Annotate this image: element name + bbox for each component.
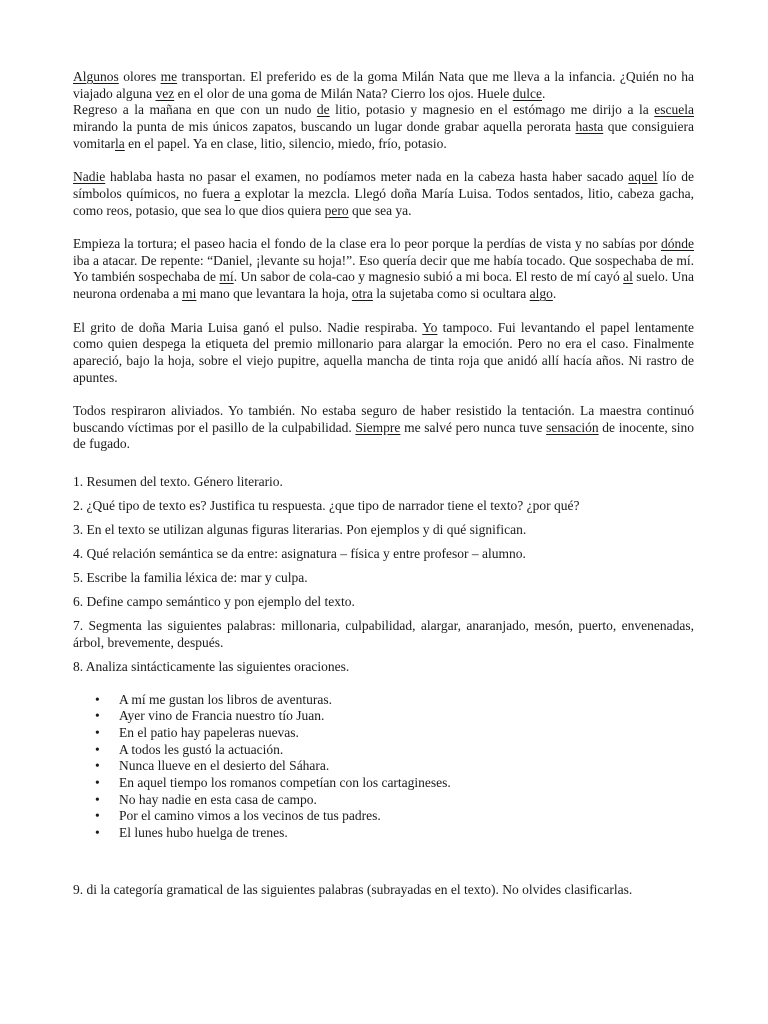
question-item: 5. Escribe la familia léxica de: mar y culpa.	[73, 570, 308, 586]
bullet-icon: •	[95, 808, 100, 824]
underlined-word: Yo	[422, 319, 438, 335]
question-item: 2. ¿Qué tipo de texto es? Justifica tu respuesta. ¿que tipo de narrador tiene el texto? ¿por qué?	[73, 498, 580, 514]
underlined-word: Nadie	[73, 169, 106, 185]
text-run: la sujetaba como si ocultara	[372, 286, 530, 302]
sentence-text: Por el camino vimos a los vecinos de tus padres.	[119, 808, 381, 824]
underlined-word: mí	[219, 269, 234, 285]
text-run: lío de símbolos químicos, no fuera	[73, 169, 694, 201]
text-run: en el papel. Ya en clase, litio, silencio, miedo, frío, potasio.	[124, 135, 447, 151]
underlined-word: hasta	[575, 119, 604, 135]
question-item: 6. Define campo semántico y pon ejemplo del texto.	[73, 594, 355, 610]
sentence-text: En el patio hay papeleras nuevas.	[119, 724, 299, 740]
story-paragraph	[73, 102, 694, 152]
bullet-icon: •	[95, 724, 100, 740]
underlined-word: dulce	[512, 85, 542, 101]
text-run: Regreso a la mañana en que con un nudo	[73, 102, 317, 118]
text-run: mano que levantara la hoja,	[196, 286, 352, 302]
bullet-icon: •	[95, 758, 100, 774]
underlined-word: aquel	[628, 169, 658, 185]
bullet-icon: •	[95, 825, 100, 841]
sentence-item	[95, 758, 694, 775]
bullet-icon: •	[95, 708, 100, 724]
underlined-word: mi	[182, 286, 197, 302]
sentence-item	[95, 808, 694, 825]
text-run: en el olor de una goma de Milán Nata? Cierro los ojos. Huele	[174, 85, 513, 101]
underlined-word: escuela	[654, 102, 694, 118]
question-item: 1. Resumen del texto. Género literario.	[73, 474, 283, 490]
sentence-item	[95, 792, 694, 809]
sentence-list	[73, 692, 694, 842]
text-run: me salvé pero nunca tuve	[400, 419, 547, 435]
text-run: tampoco. Fui levantando el papel lentamente como quien despega la etiqueta del premio millonario para alargar la emoción. Pero no era el caso. Finalmente apareció, bajo la hoja, sobre el viejo pupitre, aquella mancha de tinta roja que anidó allí hacía años. Ni rastro de apuntes.	[73, 319, 695, 385]
sentence-text: Nunca llueve en el desierto del Sáhara.	[119, 758, 330, 774]
question-item: 7. Segmenta las siguientes palabras: millonaria, culpabilidad, alargar, anaranjado, mesón, puerto, envenenadas, árbol, brevemente, después.	[73, 618, 694, 650]
underlined-word: Algunos	[73, 69, 119, 84]
text-run: explotar la mezcla. Llegó doña María Luisa. Todos sentados, litio, cabeza gacha, como reos, potasio, que sea lo que dios quiera	[73, 185, 694, 218]
sentence-item	[95, 708, 694, 725]
text-run: transportan. El preferido es de la goma Milán Nata que me lleva a la infancia. ¿Quién no ha viajado alguna	[73, 69, 694, 101]
bullet-icon: •	[95, 791, 100, 807]
underlined-word: pero	[324, 202, 349, 218]
text-run: .	[552, 286, 557, 302]
story-paragraph	[73, 69, 694, 102]
underlined-word: al	[623, 269, 633, 285]
question-item: 3. En el texto se utilizan algunas figuras literarias. Pon ejemplos y di qué significan.	[73, 522, 527, 538]
sentence-item	[95, 692, 694, 709]
bullet-icon: •	[95, 741, 100, 757]
sentence-item	[95, 725, 694, 742]
sentence-text: En aquel tiempo los romanos competían con los cartagineses.	[119, 775, 451, 791]
sentence-text: El lunes hubo huelga de trenes.	[119, 825, 288, 841]
underlined-word: de	[316, 102, 330, 118]
sentence-text: A mí me gustan los libros de aventuras.	[119, 691, 332, 707]
story-paragraph	[73, 403, 694, 453]
underlined-word: a	[234, 185, 241, 201]
sentence-text: Ayer vino de Francia nuestro tío Juan.	[119, 708, 325, 724]
story-paragraph	[73, 169, 694, 219]
underlined-word: algo	[529, 286, 553, 302]
underlined-word: me	[160, 69, 178, 84]
question-item: 8. Analiza sintácticamente las siguientes oraciones.	[73, 658, 350, 674]
text-run: . Un sabor de cola-cao y magnesio subió a mi boca. El resto de mí cayó	[233, 269, 624, 285]
text-run: Empieza la tortura; el paseo hacia el fondo de la clase era lo peor porque la perdías de vista y no sabías por	[73, 236, 661, 251]
text-run: iba a atacar. De repente: “Daniel, ¡levante su hoja!”. Eso quería decir que me había tocado. Que sospechaba de mí. Yo también sospechaba de	[73, 252, 694, 285]
sentence-item	[95, 825, 694, 842]
underlined-word: dónde	[661, 236, 694, 251]
text-run: que consiguiera vomitar	[73, 119, 694, 151]
underlined-word: otra	[351, 286, 373, 302]
question-item: 4. Qué relación semántica se da entre: asignatura – física y entre profesor – alumno.	[73, 546, 526, 562]
question-list	[73, 474, 694, 675]
text-run: Todos respiraron aliviados. Yo también. No estaba seguro de haber resistido la tentación. La maestra continuó buscando víctimas por el pasillo de la culpabilidad.	[73, 403, 694, 435]
text-run: .	[542, 85, 546, 101]
text-run: suelo. Una neurona ordenaba a	[73, 269, 694, 302]
story-paragraph	[73, 236, 694, 303]
underlined-word: vez	[155, 85, 175, 101]
text-run: litio, potasio y magnesio en el estómago me dirijo a la	[329, 102, 655, 118]
text-run: de inocente, sino de fugado.	[73, 419, 694, 452]
text-run: El grito de doña Maria Luisa ganó el pulso. Nadie respiraba.	[73, 319, 423, 335]
text-run: mirando la punta de mis únicos zapatos, buscando un lugar donde grabar aquella perorata	[73, 119, 576, 135]
story-text	[73, 69, 694, 453]
sentence-item	[95, 775, 694, 792]
bullet-icon: •	[95, 775, 100, 791]
text-run: olores	[118, 69, 161, 84]
underlined-word: sensación	[546, 419, 599, 435]
text-run: hablaba hasta no pasar el examen, no podíamos meter nada en la cabeza hasta haber sacado	[105, 169, 629, 185]
sentence-text: No hay nadie en esta casa de campo.	[119, 791, 317, 807]
final-question: 9. di la categoría gramatical de las siguientes palabras (subrayadas en el texto). No olvides clasificarlas.	[73, 881, 633, 897]
sentence-text: A todos les gustó la actuación.	[119, 741, 284, 757]
bullet-icon: •	[95, 691, 100, 707]
text-run: que sea ya.	[348, 202, 412, 218]
underlined-word: la	[115, 135, 125, 151]
underlined-word: Siempre	[355, 419, 401, 435]
story-paragraph	[73, 320, 694, 387]
sentence-item	[95, 742, 694, 759]
document-page	[73, 69, 694, 899]
